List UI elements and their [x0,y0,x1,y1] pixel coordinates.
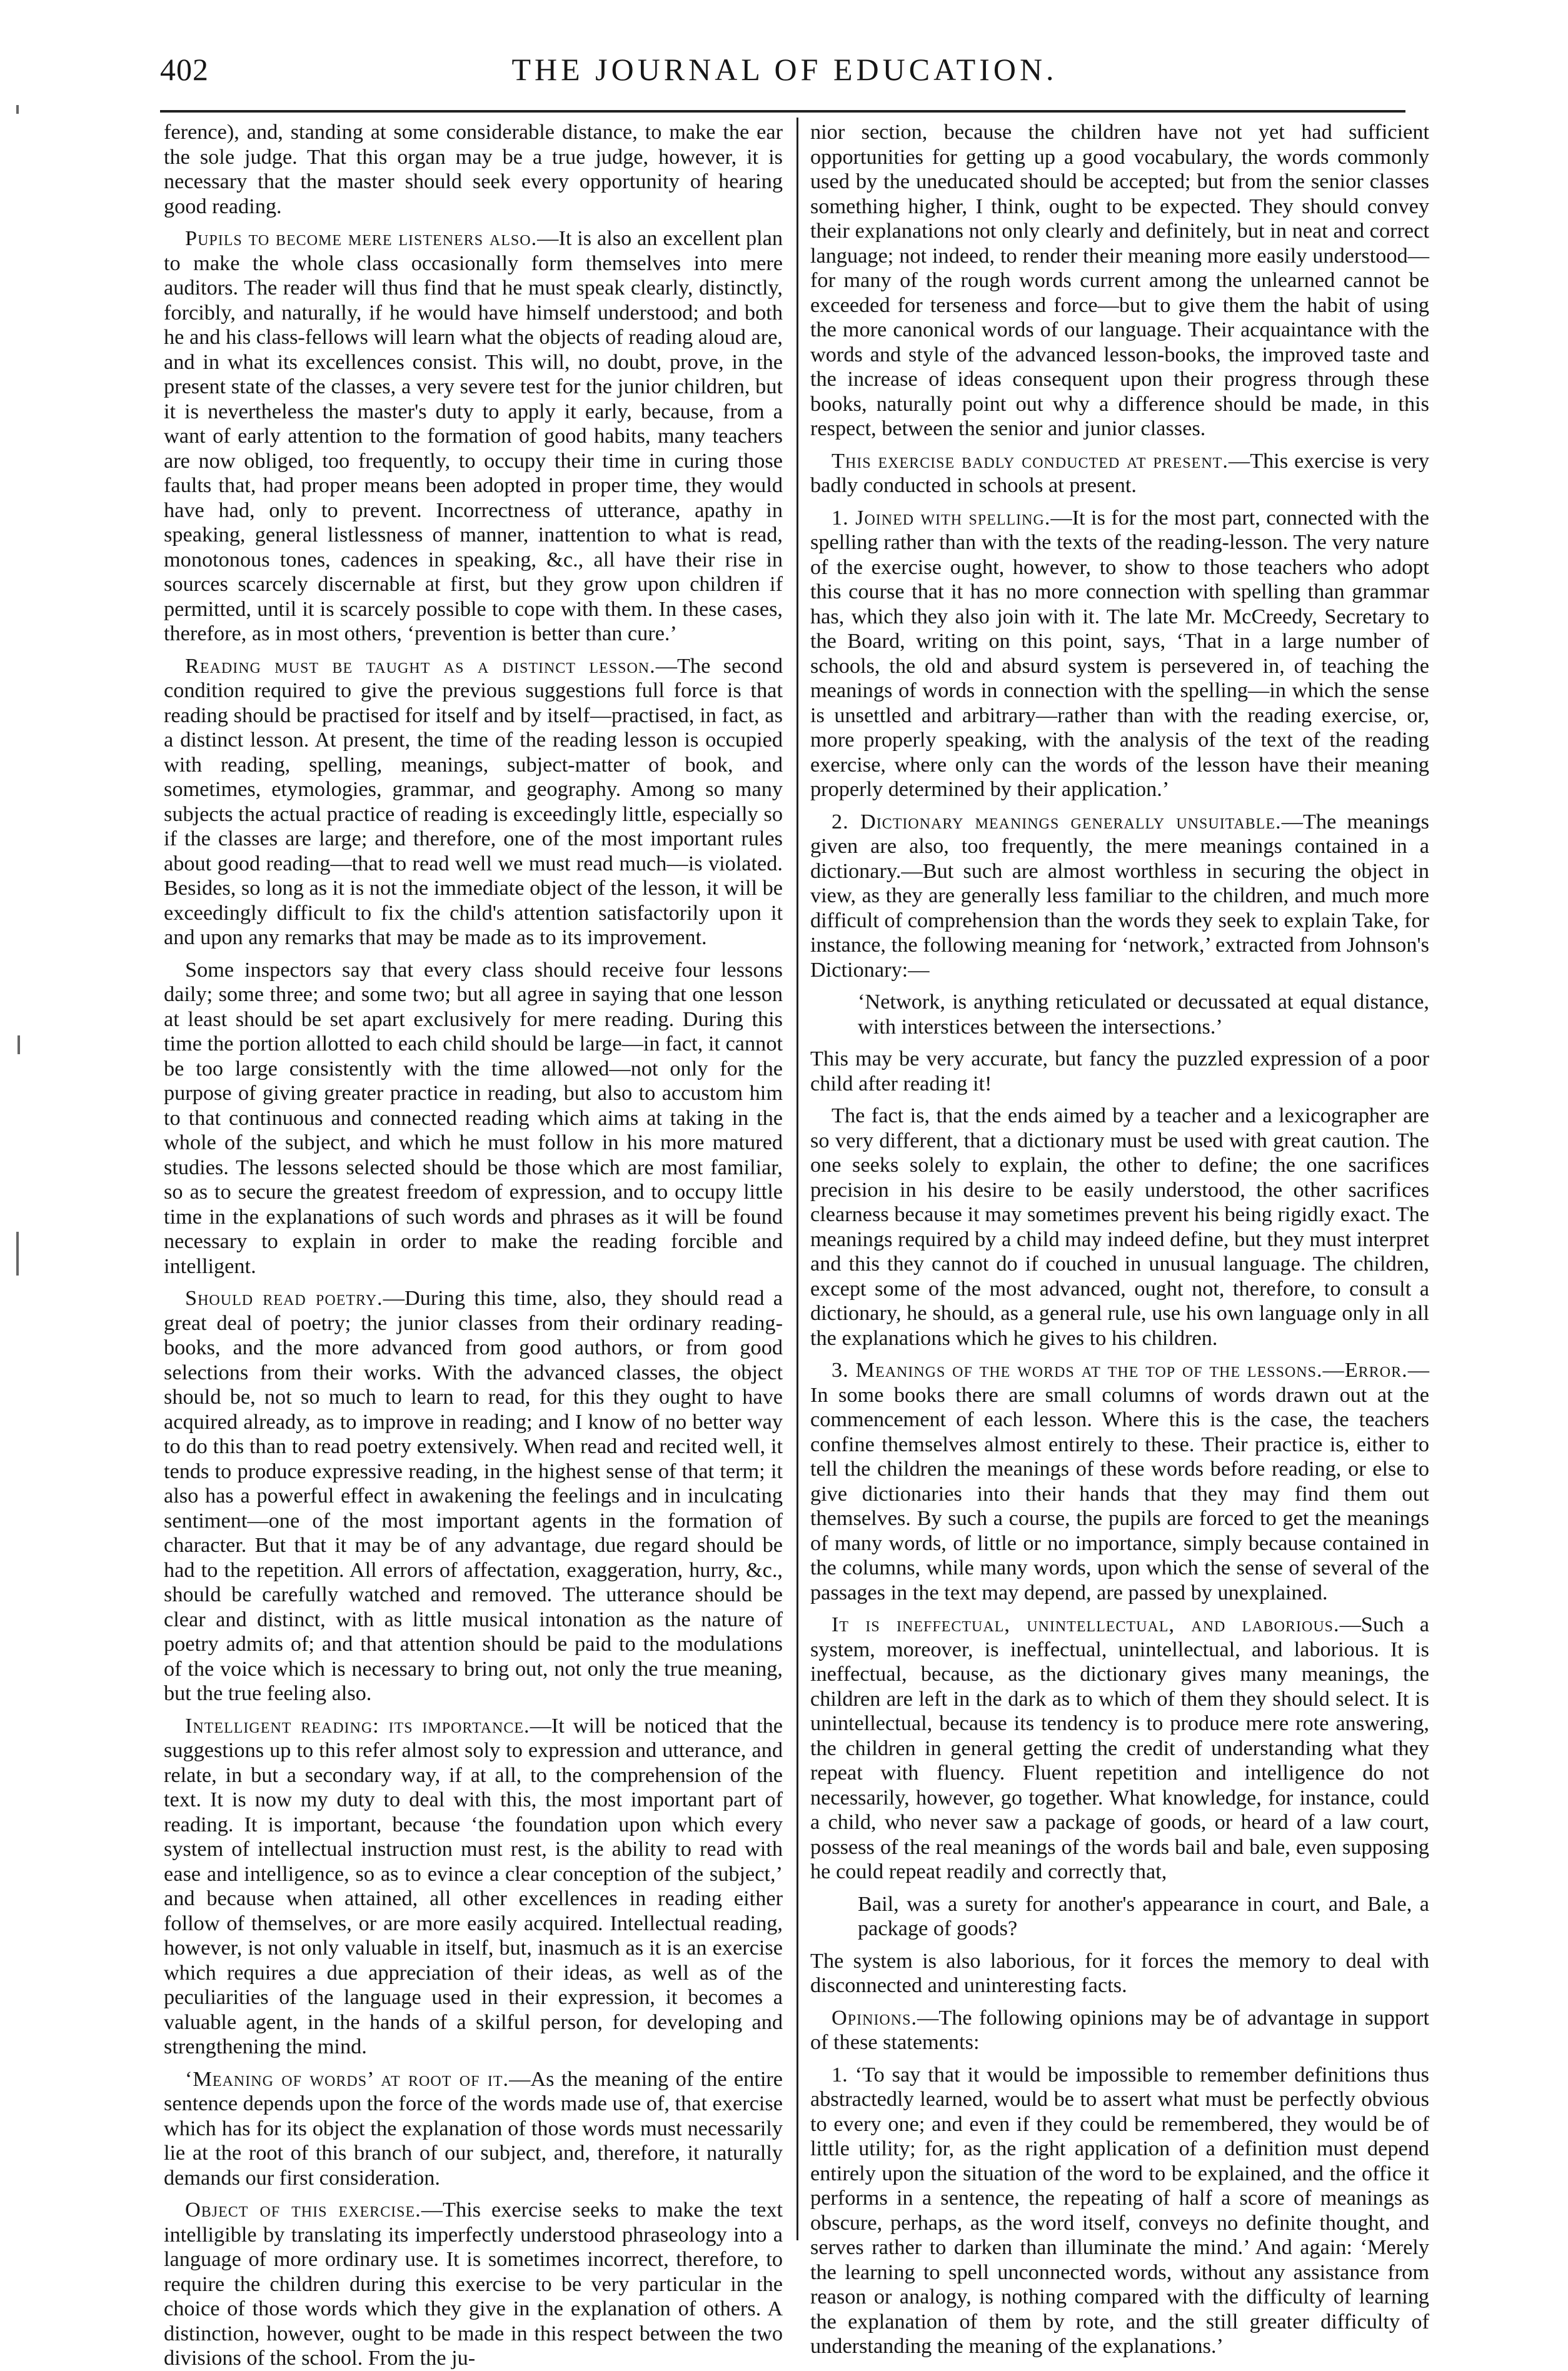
paragraph: The fact is, that the ends aimed by a teacher and a lexicographer are so very different, that a dictionary must be used with great caution. The one seeks solely to explain, the other to define; the one sacrifices precision in his desire to be easily understood, the other sacrifices clearness because it may sometimes prevent his being rigidly exact. The meanings required by a child may indeed define, but they must interpret and this they cannot do if couched in unusual language. The children, except some of the most advanced, ought not, therefore, to consult a dictionary, he should, as a general rule, use his own language only in all the explanations which he gives to his children. [810,1104,1429,1350]
paragraph [164,2067,783,2191]
paragraph-body: —It is also an excellent plan to make the whole class occasionally form themselves into mere auditors. The reader will thus find that he must speak clearly, distinctly, forcibly, and naturally, if he would have himself understood; and both he and his class-fellows will learn what the objects of reading aloud are, and in what its excellences consist. This will, no doubt, prove, in the present state of the classes, a very severe test for the junior children, but it is nevertheless the master's duty to apply it early, because, from a want of early attention to the formation of good habits, many teachers are now obliged, too frequently, to occupy their time in curing those faults that, had proper means been adopted in proper time, they would have had, only to prevent. Incorrectness of utterance, apathy in speaking, general listlessness of manner, inattention to what is read, monotonous tones, cadences in speaking, &c., all have their rise in sources scarcely discernable at first, but they grow upon children if permitted, until it is scarcely possible to cope with them. In these cases, therefore, as in most others, ‘prevention is better than cure.’ [164,226,783,645]
paragraph [810,1613,1429,1885]
section-heading: ‘Meaning of words’ at root of it. [185,2066,510,2091]
section-heading: 2. Dictionary meanings generally unsuitable. [832,809,1282,833]
column-divider [797,118,798,2240]
section-heading: Reading must be taught as a distinct lesson. [185,653,656,678]
paragraph-body: —As the meaning of the entire sentence depends upon the force of the words made use of, that exercise which has for its object the explanation of those words must necessarily lie at the root of this branch of our subject, and, therefore, it naturally demands our first consideration. [164,2066,783,2190]
paragraph: ference), and, standing at some considerable distance, to make the ear the sole judge. That this organ may be a true judge, however, it is necessary that the master should seek every opportunity of hearing good reading. [164,120,783,218]
margin-mark [16,105,19,114]
paragraph [810,2006,1429,2055]
paragraph-body: —Such a system, moreover, is ineffectual, unintellectual, and laborious. It is ineffectual, because, as the dictionary gives many meanings, the children are left in the dark as to which of them they should select. It is unintellectual, because its tendency is to produce mere rote answering, the children in general getting the credit of understanding what they repeat with fluency. Fluent repetition and intelligence do not necessarily, however, go together. What knowledge, for instance, could a child, who never saw a package of goods, or heard of a law court, possess of the real meanings of the words bail and bale, even supposing he could repeat readily and correctly that, [810,1613,1430,1883]
paragraph-body: —It will be noticed that the suggestions up to this refer almost soly to expression and utterance, and relate, in but a secondary way, if at all, to the comprehension of the text. It is now my duty to deal with this, the most important part of reading. It is important, because ‘the foundation upon which every system of intellectual instruction must rest, is the ability to read with ease and intelligence, so as to evince a clear conception of the subject,’ and because when attained, all other excellences in reading either follow of themselves, or are more easily acquired. Intellectual reading, however, is not only valuable in itself, but, inasmuch as it is an exercise which requires a due appreciation of their ideas, as well as of the peculiarities of the language used in their expression, it becomes a valuable agent, in the hands of a skilful person, for developing and strengthening the mind. [164,1713,783,2058]
right-column [810,120,1430,2358]
paragraph: This may be very accurate, but fancy the puzzled expression of a poor child after reading it! [810,1047,1429,1095]
paragraph-body: —The meanings given are also, too frequently, the mere meanings contained in a dictionary.—But such are almost worthless in securing the object in view, as they are generally less familiar to the children, and much more difficult of comprehension than the words they seek to explain Take, for instance, the following meaning for ‘network,’ extracted from Johnson's Dictionary:— [810,809,1429,982]
block-quote: Bail, was a surety for another's appearance in court, and Bale, a package of goods? [858,1891,1429,1940]
section-heading: This exercise badly conducted at present. [832,448,1229,473]
section-heading: 1. Joined with spelling. [832,505,1051,530]
margin-mark [18,1035,20,1054]
paragraph [810,449,1429,498]
journal-title: THE JOURNAL OF EDUCATION. [511,52,1058,87]
paragraph-body: —This exercise is very badly conducted in schools at present. [810,448,1429,497]
paragraph [164,1714,783,2060]
left-column [164,120,783,2370]
paragraph [810,1358,1429,1605]
block-quote: ‘Network, is anything reticulated or decussated at equal distance, with interstices between the intersections.’ [858,990,1429,1039]
paragraph: Some inspectors say that every class should receive four lessons daily; some three; and some two; but all agree in saying that one lesson at least should be set apart exclusively for mere reading. During this time the portion allotted to each child should be large—in fact, it cannot be too large consistently with the time allowed—not only for the purpose of giving greater practice in reading, but also to accustom him to that continuous and connected reading which aims at taking in the whole of the subject, and which he must follow in his more matured studies. The lessons selected should be those which are most familiar, so as to secure the greatest freedom of expression, and to occupy little time in the explanations of such words and phrases as it will be found necessary to explain in order to make the reading forcible and intelligent. [164,957,783,1278]
paragraph-body: —The second condition required to give the previous suggestions full force is that reading should be practised for itself and by itself—practised, in fact, as a distinct lesson. At present, the time of the reading lesson is occupied with reading, spelling, meanings, subject-matter of book, and sometimes, etymologies, grammar, and geography. Among so many subjects the actual practice of reading is exceedingly little, especially so if the classes are large; and therefore, one of the most important rules about good reading—that to read well we must read much—is violated. Besides, so long as it is not the immediate object of the lesson, it will be exceedingly difficult to fix the child's attention satisfactorily upon it and upon any remarks that may be made as to its improvement. [164,653,783,949]
header-rule [160,110,1405,113]
page-number: 402 [160,52,209,87]
section-heading: Object of this exercise. [185,2198,421,2222]
section-heading: Opinions. [832,2005,918,2030]
paragraph [164,654,783,950]
paragraph [164,2198,783,2371]
page-header [156,51,1413,101]
section-heading: It is ineffectual, unintellectual, and laborious. [832,1613,1340,1636]
paragraph-body: —It is for the most part, connected with the spelling rather than with the texts of the reading-lesson. The very nature of the exercise ought, however, to show to those teachers who adopt this course that it has no more connection with spelling than grammar has, which they also join with it. The late Mr. McCreedy, Secretary to the Board, writing on this point, says, ‘That in a large number of schools, the old and absurd system is persevered in, of teaching the meanings of words in connection with the spelling—in which the sense is unsettled and arbitrary—rather than with the reading exercise, or, more properly speaking, with the analysis of the text of the reading exercise, where only can the words of the lesson have their meaning properly determined by their application.’ [810,505,1430,801]
section-heading: Intelligent reading: its importance. [185,1713,530,1738]
paragraph-body: —During this time, also, they should read a great deal of poetry; the junior classes from their ordinary reading-books, and the more advanced from good authors, or from good selections from their works. With the advanced classes, the object should be, not so much to learn to read, for this they ought to have acquired already, as to improve in reading; and I know of no better way to do this than to read poetry extensively. When read and recited well, it tends to produce expressive reading, in the highest sense of that term; it also has a powerful effect in awakening the feelings and in inculcating sentiment—one of the most important agents in the formation of character. But that it may be of any advantage, due regard should be had to the repetition. All errors of affectation, exaggeration, hurry, &c., should be carefully watched and removed. The utterance should be clear and distinct, with as little musical intonation as the nature of poetry admits of; and that attention should be paid to the modulations of the voice which is necessary to bring out, not only the true meaning, but the true feeling also. [164,1286,783,1705]
paragraph-body: —In some books there are small columns of words drawn out at the commencement of each lesson. Where this is the case, the teachers confine themselves almost entirely to these. Their practice is, either to tell the children the meanings of these words before reading, or else to give dictionaries into their hands that they may find them out themselves. By such a course, the pupils are forced to get the meanings of many words, of little or no importance, simply because contained in the columns, while many words, upon which the sense of several of the passages in the text may depend, are passed by unexplained. [810,1358,1429,1604]
paragraph: 1. ‘To say that it would be impossible to remember definitions thus abstractedly learned, would be to assert what must be perfectly obvious to every one; and even if they could be remembered, they would be of little utility; for, as the right application of a definition must depend entirely upon the situation of the word to be explained, and the office it performs in a sentence, the repeating of half a score of meanings as obscure, perhaps, as the word itself, conveys no definite thought, and serves rather to darken than illuminate the mind.’ And again: ‘Merely the learning to spell unconnected words, without any assistance from reason or analogy, is nothing compared with the difficulty of learning the explanation of them by rote, and the still greater difficulty of understanding the meaning of the explanations.’ [810,2062,1429,2358]
paragraph: nior section, because the children have not yet had sufficient opportunities for getting up a good vocabulary, the words commonly used by the uneducated should be accepted; but from the senior classes something higher, I think, ought to be expected. They should convey their explanations not only clearly and definitely, but in neat and correct language; not indeed, to render their meaning more easily understood—for many of the rough words current among the unlearned cannot be exceeded for terseness and force—but to give them the habit of using the more canonical words of our language. Their acquaintance with the words and style of the advanced lesson-books, the improved taste and the increase of ideas consequent upon their progress through these books, naturally point out why a difference should be made, in this respect, between the senior and junior classes. [810,120,1429,440]
paragraph: The system is also laborious, for it forces the memory to deal with disconnected and uninteresting facts. [810,1948,1429,1997]
section-heading: 3. Meanings of the words at the top of the lessons.—Error. [832,1358,1408,1382]
paragraph-body: —The following opinions may be of advantage in support of these statements: [810,2005,1429,2054]
paragraph [810,810,1429,983]
paragraph-body: —This exercise seeks to make the text intelligible by translating its imperfectly understood phraseology into a language of more ordinary use. It is sometimes incorrect, therefore, to require the children during this exercise to be very particular in the choice of those words which they give in the explanation of others. A distinction, however, ought to be made in this respect between the two divisions of the school. From the ju- [164,2198,783,2370]
section-heading: Pupils to become mere listeners also. [185,226,538,250]
paragraph [164,1286,783,1706]
paragraph [810,506,1429,802]
paragraph [164,226,783,647]
margin-mark [16,1232,19,1276]
section-heading: Should read poetry. [185,1286,383,1310]
